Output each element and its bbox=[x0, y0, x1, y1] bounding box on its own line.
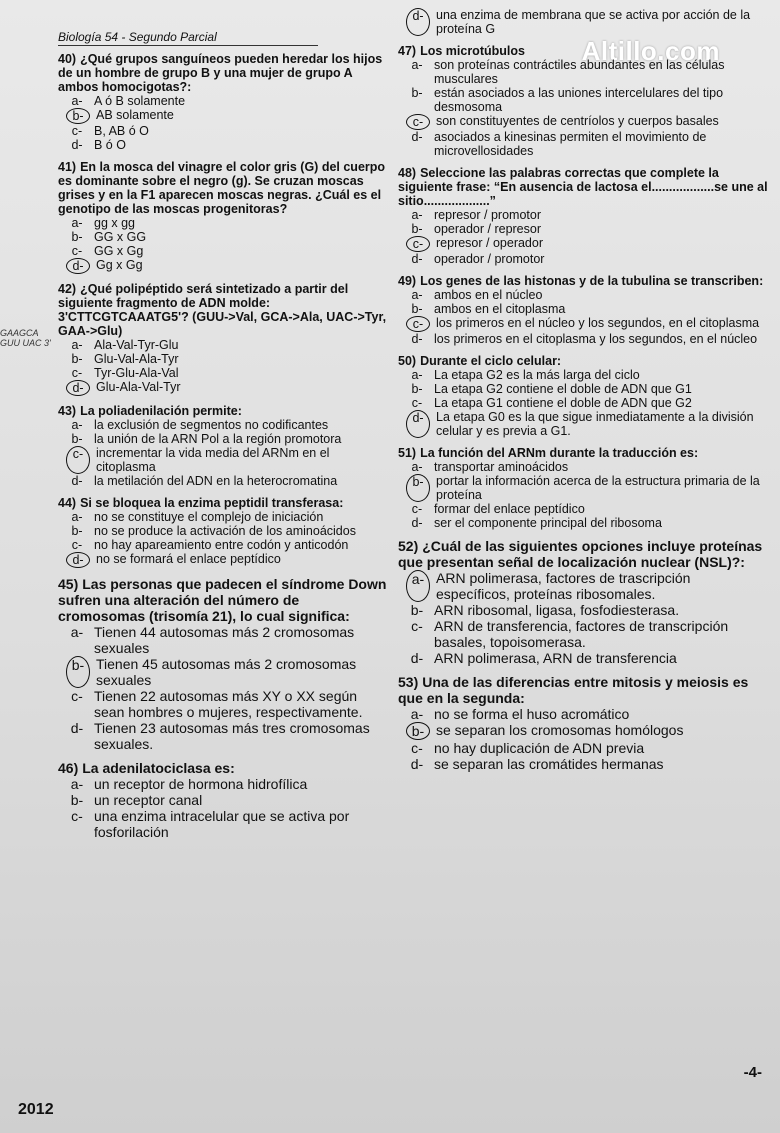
question-prompt: La poliadenilación permite: bbox=[80, 404, 242, 418]
question-48 bbox=[398, 166, 768, 266]
question-prompt: En la mosca del vinagre el color gris (G) del cuerpo es dominante sobre el negro (g). Se cruzan moscas grises y en la F1 aparecen moscas negras. ¿Cuál es el genotipo de las moscas progenitoras? bbox=[58, 160, 386, 216]
question-49 bbox=[398, 274, 768, 346]
answer-option bbox=[58, 230, 388, 244]
question-text bbox=[58, 576, 388, 624]
answer-option bbox=[398, 236, 768, 252]
answer-text: Tienen 44 autosomas más 2 cromosomas sexuales bbox=[94, 624, 355, 656]
answer-letter: b- bbox=[411, 302, 423, 316]
page-number: -4- bbox=[743, 1064, 762, 1081]
answer-option bbox=[398, 410, 768, 438]
question-prompt: La función del ARNm durante la traducción es: bbox=[420, 446, 699, 460]
question-cont bbox=[398, 8, 768, 36]
answer-letter: b- bbox=[411, 86, 423, 100]
answer-text: Glu-Val-Ala-Tyr bbox=[94, 352, 179, 366]
answer-option bbox=[398, 302, 768, 316]
selected-answer-letter: c- bbox=[406, 236, 430, 252]
question-40 bbox=[58, 52, 388, 152]
answer-text: un receptor de hormona hidrofílica bbox=[94, 776, 308, 792]
question-52 bbox=[398, 538, 768, 666]
question-51 bbox=[398, 446, 768, 530]
question-prompt: ¿Cuál de las siguientes opciones incluye proteínas que presentan señal de localización nuclear (NSL)?: bbox=[398, 538, 763, 570]
answer-letter: b- bbox=[411, 382, 423, 396]
answer-letter: b- bbox=[71, 432, 83, 446]
answer-option bbox=[58, 524, 388, 538]
answer-option bbox=[398, 650, 768, 666]
selected-answer-letter: d- bbox=[66, 258, 90, 274]
answer-text: ambos en el núcleo bbox=[434, 288, 543, 302]
answer-option bbox=[58, 446, 388, 474]
watermark: Altillo.com bbox=[581, 36, 720, 66]
selected-answer-letter: c- bbox=[406, 316, 430, 332]
answer-text: transportar aminoácidos bbox=[434, 460, 569, 474]
question-prompt: Las personas que padecen el síndrome Down sufren una alteración del número de cromosomas (trisomía 21), lo cual significa: bbox=[58, 576, 387, 624]
answer-letter: b- bbox=[71, 352, 83, 366]
answer-letter: d- bbox=[410, 756, 424, 772]
question-text bbox=[58, 52, 388, 94]
answer-option bbox=[398, 252, 768, 266]
answer-letter: b- bbox=[71, 230, 83, 244]
answer-option bbox=[398, 474, 768, 502]
answer-letter: c- bbox=[411, 502, 423, 516]
answer-option bbox=[58, 808, 388, 840]
answer-option bbox=[398, 516, 768, 530]
answer-text: AB solamente bbox=[96, 108, 174, 122]
question-prompt: Seleccione las palabras correctas que complete la siguiente frase: “En ausencia de lactosa el..................se une al sitio...................” bbox=[398, 166, 768, 208]
answer-text: se separan las cromátides hermanas bbox=[434, 756, 664, 772]
question-text bbox=[398, 166, 768, 208]
question-prompt: Si se bloquea la enzima peptidil transferasa: bbox=[80, 496, 344, 510]
answer-text: Gg x Gg bbox=[96, 258, 143, 272]
answer-text: formar del enlace peptídico bbox=[434, 502, 585, 516]
answer-text: son constituyentes de centríolos y cuerpos basales bbox=[436, 114, 719, 128]
question-prompt: Los genes de las histonas y de la tubulina se transcriben: bbox=[420, 274, 764, 288]
selected-answer-letter: b- bbox=[66, 656, 90, 688]
answer-text: los primeros en el núcleo y los segundos, en el citoplasma bbox=[436, 316, 760, 330]
answer-text: ARN polimerasa, ARN de transferencia bbox=[434, 650, 677, 666]
answer-text: La etapa G1 contiene el doble de ADN que G2 bbox=[434, 396, 692, 410]
answer-option bbox=[398, 722, 768, 740]
answer-letter: d- bbox=[411, 252, 423, 266]
selected-answer-letter: b- bbox=[66, 108, 90, 124]
answer-letter: a- bbox=[71, 418, 83, 432]
question-number: 46) bbox=[58, 760, 79, 776]
answer-text: Tyr-Glu-Ala-Val bbox=[94, 366, 179, 380]
question-text bbox=[58, 282, 388, 338]
answer-text: represor / operador bbox=[436, 236, 544, 250]
answer-text: Tienen 23 autosomas más tres cromosomas sexuales. bbox=[94, 720, 370, 752]
answer-text: La etapa G2 contiene el doble de ADN que G1 bbox=[434, 382, 692, 396]
answer-letter: c- bbox=[411, 740, 423, 756]
question-43 bbox=[58, 404, 388, 488]
answer-text: B ó O bbox=[94, 138, 126, 152]
question-45 bbox=[58, 576, 388, 752]
question-46 bbox=[58, 760, 388, 840]
answer-letter: a- bbox=[71, 338, 83, 352]
answer-letter: c- bbox=[71, 366, 83, 380]
question-number: 47) bbox=[398, 44, 417, 58]
question-text bbox=[398, 354, 768, 368]
question-text bbox=[398, 44, 768, 58]
answer-text: los primeros en el citoplasma y los segundos, en el núcleo bbox=[434, 332, 758, 346]
question-text bbox=[398, 538, 768, 570]
answer-text: no se formará el enlace peptídico bbox=[96, 552, 281, 566]
answer-letter: c- bbox=[71, 538, 83, 552]
answer-option bbox=[58, 380, 388, 396]
question-text bbox=[58, 496, 388, 510]
question-number: 53) bbox=[398, 674, 419, 690]
question-41 bbox=[58, 160, 388, 274]
answer-option bbox=[58, 244, 388, 258]
selected-answer-letter: a- bbox=[406, 570, 430, 602]
answer-text: A ó B solamente bbox=[94, 94, 186, 108]
answer-text: no se constituye el complejo de iniciación bbox=[94, 510, 324, 524]
answer-text: Glu-Ala-Val-Tyr bbox=[96, 380, 181, 394]
question-number: 52) bbox=[398, 538, 419, 554]
answer-letter: c- bbox=[411, 396, 423, 410]
selected-answer-letter: b- bbox=[406, 722, 430, 740]
answer-option bbox=[398, 114, 768, 130]
answer-option bbox=[58, 124, 388, 138]
answer-letter: a- bbox=[411, 208, 423, 222]
answer-letter: a- bbox=[411, 58, 423, 72]
answer-text: Tienen 22 autosomas más XY o XX según sean hombres o mujeres, respectivamente. bbox=[94, 688, 363, 720]
answer-option bbox=[398, 618, 768, 650]
answer-letter: c- bbox=[71, 124, 83, 138]
question-42 bbox=[58, 282, 388, 396]
answer-text: asociados a kinesinas permiten el movimiento de microvellosidades bbox=[434, 130, 707, 158]
question-number: 49) bbox=[398, 274, 417, 288]
answer-letter: d- bbox=[411, 130, 423, 144]
answer-option bbox=[398, 316, 768, 332]
answer-option bbox=[398, 222, 768, 236]
answer-option bbox=[58, 418, 388, 432]
answer-text: GG x GG bbox=[94, 230, 147, 244]
question-number: 44) bbox=[58, 496, 77, 510]
question-number: 45) bbox=[58, 576, 79, 592]
question-prompt: Los microtúbulos bbox=[420, 44, 525, 58]
answer-option bbox=[398, 460, 768, 474]
answer-option bbox=[58, 624, 388, 656]
answer-option bbox=[398, 602, 768, 618]
answer-letter: b- bbox=[410, 602, 424, 618]
exam-year: 2012 bbox=[18, 1101, 54, 1118]
answer-text: un receptor canal bbox=[94, 792, 203, 808]
answer-option bbox=[398, 502, 768, 516]
left-column bbox=[58, 30, 388, 848]
question-47 bbox=[398, 44, 768, 158]
answer-letter: d- bbox=[411, 332, 423, 346]
answer-letter: a- bbox=[411, 460, 423, 474]
answer-text: ser el componente principal del ribosoma bbox=[434, 516, 662, 530]
answer-option bbox=[398, 288, 768, 302]
question-prompt: Durante el ciclo celular: bbox=[420, 354, 562, 368]
question-text bbox=[58, 760, 388, 776]
answer-letter: a- bbox=[411, 288, 423, 302]
answer-text: GG x Gg bbox=[94, 244, 144, 258]
answer-text: ARN polimerasa, factores de trascripción específicos, proteínas ribosomales. bbox=[436, 570, 691, 602]
answer-option bbox=[398, 382, 768, 396]
question-number: 43) bbox=[58, 404, 77, 418]
page-header: Biología 54 - Segundo Parcial bbox=[58, 30, 318, 46]
question-number: 51) bbox=[398, 446, 417, 460]
question-number: 41) bbox=[58, 160, 77, 174]
answer-text: Tienen 45 autosomas más 2 cromosomas sexuales bbox=[96, 656, 357, 688]
right-column bbox=[398, 8, 768, 780]
answer-option bbox=[58, 510, 388, 524]
answer-letter: c- bbox=[71, 688, 83, 704]
answer-option bbox=[398, 570, 768, 602]
question-prompt: La adenilatociclasa es: bbox=[82, 760, 235, 776]
question-text bbox=[398, 274, 768, 288]
answer-option bbox=[398, 756, 768, 772]
answer-letter: c- bbox=[71, 244, 83, 258]
answer-text: no hay apareamiento entre codón y anticodón bbox=[94, 538, 349, 552]
answer-option bbox=[398, 58, 768, 86]
answer-letter: b- bbox=[411, 222, 423, 236]
answer-text: La etapa G2 es la más larga del ciclo bbox=[434, 368, 640, 382]
answer-text: ARN ribosomal, ligasa, fosfodiesterasa. bbox=[434, 602, 680, 618]
answer-option bbox=[58, 108, 388, 124]
answer-text: portar la información acerca de la estructura primaria de la proteína bbox=[436, 474, 760, 502]
answer-text: incrementar la vida media del ARNm en el citoplasma bbox=[96, 446, 330, 474]
answer-option bbox=[58, 366, 388, 380]
selected-answer-letter: d- bbox=[66, 552, 90, 568]
answer-option bbox=[398, 396, 768, 410]
answer-text: no hay duplicación de ADN previa bbox=[434, 740, 645, 756]
answer-option bbox=[398, 8, 768, 36]
answer-letter: a- bbox=[70, 776, 84, 792]
question-number: 40) bbox=[58, 52, 77, 66]
question-number: 48) bbox=[398, 166, 417, 180]
answer-option bbox=[398, 368, 768, 382]
answer-letter: d- bbox=[71, 138, 83, 152]
right-questions bbox=[398, 8, 768, 772]
selected-answer-letter: d- bbox=[66, 380, 90, 396]
answer-letter: b- bbox=[71, 524, 83, 538]
answer-text: no se forma el huso acromático bbox=[434, 706, 630, 722]
answer-option bbox=[58, 776, 388, 792]
answer-letter: b- bbox=[70, 792, 84, 808]
left-questions bbox=[58, 52, 388, 840]
answer-text: una enzima intracelular que se activa por fosforilación bbox=[94, 808, 350, 840]
answer-letter: a- bbox=[71, 510, 83, 524]
selected-answer-letter: b- bbox=[406, 474, 430, 502]
answer-text: B, AB ó O bbox=[94, 124, 149, 138]
answer-option bbox=[58, 216, 388, 230]
answer-option bbox=[58, 552, 388, 568]
question-text bbox=[398, 446, 768, 460]
answer-option bbox=[58, 432, 388, 446]
answer-letter: d- bbox=[70, 720, 84, 736]
answer-text: están asociados a las uniones intercelulares del tipo desmosoma bbox=[434, 86, 724, 114]
answer-option bbox=[58, 792, 388, 808]
answer-text: son proteínas contráctiles abundantes en las células musculares bbox=[434, 58, 725, 86]
question-number: 50) bbox=[398, 354, 417, 368]
answer-option bbox=[398, 130, 768, 158]
answer-option bbox=[58, 258, 388, 274]
question-53 bbox=[398, 674, 768, 772]
answer-text: ambos en el citoplasma bbox=[434, 302, 566, 316]
answer-text: la exclusión de segmentos no codificantes bbox=[94, 418, 329, 432]
answer-text: no se produce la activación de los aminoácidos bbox=[94, 524, 356, 538]
handwritten-note: GAAGCA GUU UAC 3' bbox=[0, 328, 51, 348]
answer-option bbox=[58, 94, 388, 108]
answer-letter: a- bbox=[71, 94, 83, 108]
answer-text: La etapa G0 es la que sigue inmediatamente a la división celular y es previa a G1. bbox=[436, 410, 754, 438]
answer-option bbox=[398, 740, 768, 756]
question-prompt: ¿Qué grupos sanguíneos pueden heredar los hijos de un hombre de grupo B y una mujer de grupo A ambos homocigotas?: bbox=[58, 52, 383, 94]
answer-option bbox=[398, 332, 768, 346]
answer-text: una enzima de membrana que se activa por acción de la proteína G bbox=[436, 8, 751, 36]
answer-option bbox=[398, 706, 768, 722]
selected-answer-letter: c- bbox=[406, 114, 430, 130]
question-number: 42) bbox=[58, 282, 77, 296]
answer-option bbox=[58, 474, 388, 488]
answer-text: ARN de transferencia, factores de transcripción basales, topoisomerasa. bbox=[434, 618, 729, 650]
answer-option bbox=[58, 352, 388, 366]
selected-answer-letter: c- bbox=[66, 446, 90, 474]
answer-option bbox=[58, 138, 388, 152]
question-text bbox=[58, 160, 388, 216]
answer-letter: a- bbox=[70, 624, 84, 640]
answer-option bbox=[58, 538, 388, 552]
answer-text: gg x gg bbox=[94, 216, 136, 230]
answer-text: la unión de la ARN Pol a la región promotora bbox=[94, 432, 342, 446]
answer-text: Ala-Val-Tyr-Glu bbox=[94, 338, 179, 352]
question-text bbox=[58, 404, 388, 418]
question-prompt: Una de las diferencias entre mitosis y meiosis es que en la segunda: bbox=[398, 674, 749, 706]
selected-answer-letter: d- bbox=[406, 8, 430, 36]
answer-text: represor / promotor bbox=[434, 208, 541, 222]
answer-letter: c- bbox=[411, 618, 423, 634]
answer-letter: a- bbox=[71, 216, 83, 230]
answer-option bbox=[398, 86, 768, 114]
question-50 bbox=[398, 354, 768, 438]
question-44 bbox=[58, 496, 388, 568]
answer-text: operador / represor bbox=[434, 222, 542, 236]
answer-option bbox=[58, 688, 388, 720]
answer-text: se separan los cromosomas homólogos bbox=[436, 722, 684, 738]
answer-option bbox=[58, 720, 388, 752]
answer-option bbox=[58, 656, 388, 688]
answer-text: la metilación del ADN en la heterocromatina bbox=[94, 474, 338, 488]
answer-letter: d- bbox=[411, 516, 423, 530]
question-prompt: ¿Qué polipéptido será sintetizado a partir del siguiente fragmento de ADN molde: 3'CTTCGTCAAATG5'? (GUU->Val, GCA->Ala, UAC->Tyr, GAA->Glu) bbox=[58, 282, 387, 338]
answer-option bbox=[398, 208, 768, 222]
answer-letter: d- bbox=[71, 474, 83, 488]
answer-letter: c- bbox=[71, 808, 83, 824]
answer-letter: a- bbox=[411, 368, 423, 382]
answer-text: operador / promotor bbox=[434, 252, 545, 266]
answer-letter: a- bbox=[410, 706, 424, 722]
question-text bbox=[398, 674, 768, 706]
selected-answer-letter: d- bbox=[406, 410, 430, 438]
answer-option bbox=[58, 338, 388, 352]
answer-letter: d- bbox=[410, 650, 424, 666]
